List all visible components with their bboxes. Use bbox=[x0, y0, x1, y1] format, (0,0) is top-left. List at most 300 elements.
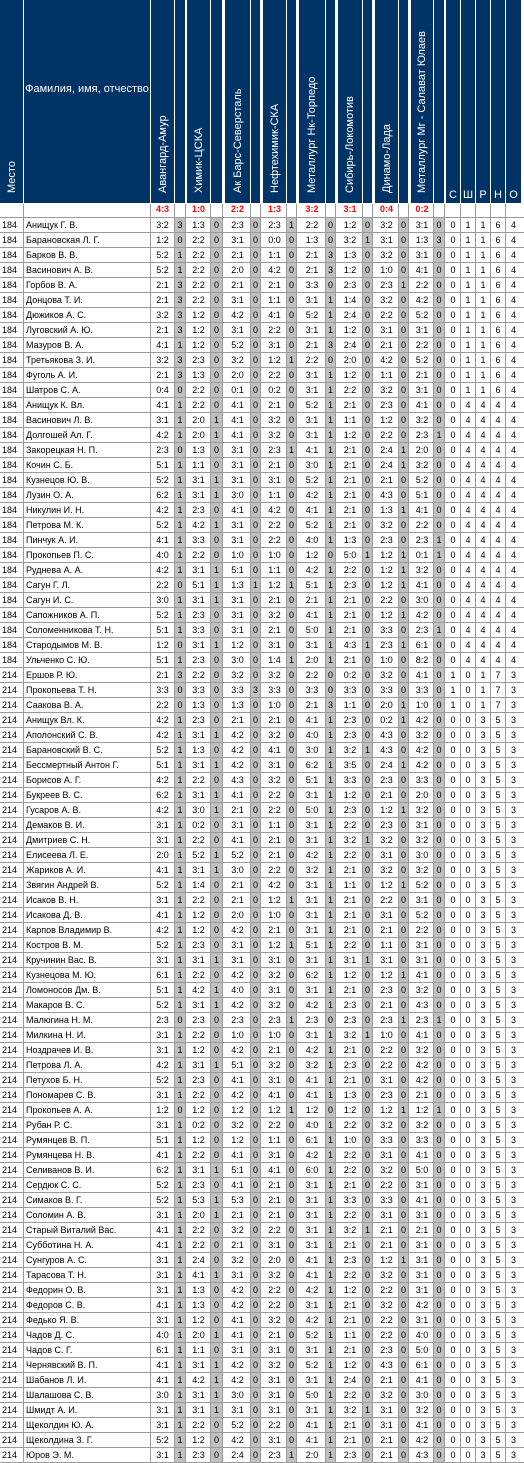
prediction-cell: 3:1 bbox=[305, 1375, 319, 1385]
prediction-cell: 0:2 bbox=[192, 820, 205, 830]
points-cell: 1 bbox=[327, 535, 333, 545]
prediction-cell: 1:3 bbox=[415, 235, 429, 245]
place-cell: 184 bbox=[2, 505, 18, 515]
name-cell: Долгошей Ал. Г. bbox=[26, 430, 93, 440]
match-header-7 bbox=[375, 0, 398, 203]
points-cell: 0 bbox=[288, 1165, 294, 1175]
points-cell: 0 bbox=[288, 415, 294, 425]
place-cell: 214 bbox=[2, 1450, 18, 1460]
prediction-cell: 2:0 bbox=[192, 1330, 205, 1340]
points-cell: 0 bbox=[434, 818, 444, 832]
prediction-cell: 4:2 bbox=[415, 610, 429, 620]
name-cell: Исакова Д. В. bbox=[26, 910, 83, 920]
stat-cell: 1 bbox=[480, 385, 486, 395]
name-cell: Кузнецова М. Ю. bbox=[26, 970, 97, 980]
place-cell: 214 bbox=[2, 775, 18, 785]
prediction-cell: 3:1 bbox=[231, 535, 244, 545]
stat-cell: 3 bbox=[480, 1345, 486, 1355]
stat-cell: 3 bbox=[480, 1090, 486, 1100]
stat-header-1 bbox=[446, 0, 460, 203]
points-cell: 0 bbox=[252, 415, 258, 425]
points-cell: 0 bbox=[434, 1358, 444, 1372]
points-cell: 0 bbox=[211, 698, 222, 712]
stat-cell: 3 bbox=[480, 805, 486, 815]
stat-cell: 0 bbox=[450, 355, 456, 365]
points-cell: 1 bbox=[175, 878, 185, 892]
stat-cell: 3 bbox=[510, 1150, 516, 1160]
stat-cell: 3 bbox=[480, 865, 486, 875]
points-cell: 0 bbox=[288, 520, 294, 530]
prediction-cell: 3:1 bbox=[156, 1090, 169, 1100]
place-cell: 214 bbox=[2, 1045, 18, 1055]
prediction-cell: 1:2 bbox=[156, 1105, 169, 1115]
prediction-cell: 3:1 bbox=[192, 1060, 205, 1070]
stat-cell: 5 bbox=[495, 985, 501, 995]
prediction-cell: 1:1 bbox=[343, 1330, 357, 1340]
prediction-cell: 3:1 bbox=[380, 325, 393, 335]
prediction-cell: 2:2 bbox=[192, 1225, 205, 1235]
points-cell: 0 bbox=[252, 355, 258, 365]
points-cell: 1 bbox=[327, 1285, 333, 1295]
points-cell: 1 bbox=[327, 760, 333, 770]
points-cell: 0 bbox=[434, 1328, 444, 1342]
stat-cell: 0 bbox=[450, 895, 456, 905]
prediction-cell: 1:2 bbox=[192, 1105, 205, 1115]
stat-cell: 0 bbox=[465, 1300, 471, 1310]
points-cell: 0 bbox=[252, 385, 258, 395]
stat-cell: 4 bbox=[480, 415, 486, 425]
prediction-cell: 2:2 bbox=[268, 1225, 281, 1235]
prediction-cell: 4:1 bbox=[231, 1075, 244, 1085]
place-cell: 214 bbox=[2, 940, 18, 950]
prediction-cell: 2:0 bbox=[192, 430, 205, 440]
stat-cell: 1 bbox=[465, 385, 471, 395]
stat-cell: 4 bbox=[495, 400, 501, 410]
stat-cell: 3 bbox=[480, 1120, 486, 1130]
stat-cell: 0 bbox=[450, 1180, 456, 1190]
stat-cell: 4 bbox=[495, 655, 501, 665]
points-cell: 0 bbox=[364, 970, 370, 980]
prediction-cell: 3:1 bbox=[380, 235, 393, 245]
stat-cell: 3 bbox=[510, 1120, 516, 1130]
points-cell: 0 bbox=[211, 1418, 222, 1432]
prediction-cell: 4:2 bbox=[156, 730, 169, 740]
prediction-cell: 2:1 bbox=[415, 1225, 429, 1235]
stat-cell: 3 bbox=[510, 1420, 516, 1430]
stat-cell: 1 bbox=[465, 265, 471, 275]
prediction-cell: 4:1 bbox=[192, 1270, 205, 1280]
prediction-cell: 2:2 bbox=[192, 550, 205, 560]
points-cell: 1 bbox=[211, 518, 222, 532]
place-cell: 214 bbox=[2, 1420, 18, 1430]
prediction-cell: 4:1 bbox=[156, 910, 169, 920]
stat-cell: 4 bbox=[480, 640, 486, 650]
match-header-4 bbox=[263, 0, 286, 203]
prediction-cell: 1:0 bbox=[231, 1030, 244, 1040]
points-cell: 0 bbox=[288, 1270, 294, 1280]
prediction-cell: 2:2 bbox=[268, 790, 281, 800]
prediction-cell: 4:2 bbox=[305, 850, 319, 860]
points-cell: 0 bbox=[434, 698, 444, 712]
stat-cell: 4 bbox=[495, 580, 501, 590]
points-cell: 1 bbox=[175, 1133, 185, 1147]
stat-cell: 3 bbox=[510, 1045, 516, 1055]
points-cell: 1 bbox=[175, 593, 185, 607]
points-cell: 0 bbox=[252, 490, 258, 500]
name-cell: Прокопьева Т. Н. bbox=[26, 685, 97, 695]
prediction-cell: 2:2 bbox=[268, 865, 281, 875]
stat-cell: 0 bbox=[450, 235, 456, 245]
points-cell: 0 bbox=[211, 1298, 222, 1312]
prediction-cell: 2:0 bbox=[192, 415, 205, 425]
points-cell: 0 bbox=[252, 430, 258, 440]
prediction-cell: 1:0 bbox=[380, 1030, 393, 1040]
stat-cell: 0 bbox=[450, 1150, 456, 1160]
place-cell: 214 bbox=[2, 865, 18, 875]
stat-cell: 4 bbox=[495, 520, 501, 530]
place-cell: 184 bbox=[2, 385, 18, 395]
stat-cell: 4 bbox=[510, 430, 516, 440]
stat-cell: 0 bbox=[450, 1120, 456, 1130]
stat-cell: 0 bbox=[450, 400, 456, 410]
place-cell: 214 bbox=[2, 910, 18, 920]
stat-cell: 5 bbox=[495, 1135, 501, 1145]
points-cell: 1 bbox=[327, 1420, 333, 1430]
stat-cell: 3 bbox=[510, 1315, 516, 1325]
place-cell: 214 bbox=[2, 1135, 18, 1145]
stat-cell: 4 bbox=[480, 655, 486, 665]
prediction-cell: 3:1 bbox=[305, 910, 319, 920]
prediction-cell: 4:0 bbox=[305, 730, 319, 740]
points-cell: 3 bbox=[327, 700, 333, 710]
place-cell: 184 bbox=[2, 430, 18, 440]
prediction-cell: 4:2 bbox=[231, 1285, 244, 1295]
stat-cell: 0 bbox=[450, 550, 456, 560]
prediction-cell: 6:2 bbox=[305, 970, 319, 980]
prediction-cell: 4:1 bbox=[415, 1420, 429, 1430]
stat-cell: 5 bbox=[495, 1150, 501, 1160]
points-cell: 0 bbox=[434, 308, 444, 322]
prediction-cell: 1:3 bbox=[380, 505, 393, 515]
points-cell: 1 bbox=[400, 280, 406, 290]
points-cell: 0 bbox=[175, 1013, 185, 1027]
points-cell: 1 bbox=[175, 518, 185, 532]
stat-cell: 3 bbox=[480, 1150, 486, 1160]
stat-cell: 3 bbox=[510, 925, 516, 935]
prediction-cell: 1:3 bbox=[192, 445, 205, 455]
stat-cell: 0 bbox=[465, 895, 471, 905]
match-label-1: Авангард-Амур bbox=[156, 115, 169, 193]
prediction-cell: 4:3 bbox=[380, 730, 393, 740]
prediction-cell: 1:2 bbox=[268, 940, 281, 950]
stat-cell: 4 bbox=[480, 445, 486, 455]
prediction-cell: 4:1 bbox=[305, 1255, 319, 1265]
points-cell: 0 bbox=[211, 818, 222, 832]
prediction-cell: 2:2 bbox=[268, 325, 281, 335]
points-cell: 0 bbox=[288, 565, 294, 575]
points-cell: 0 bbox=[288, 850, 294, 860]
name-cell: Васинович А. В. bbox=[26, 265, 94, 275]
prediction-cell: 2:1 bbox=[380, 1450, 393, 1460]
points-cell: 0 bbox=[211, 833, 222, 847]
prediction-cell: 3:2 bbox=[380, 865, 393, 875]
prediction-cell: 3:5 bbox=[343, 760, 357, 770]
stat-cell: 0 bbox=[450, 580, 456, 590]
prediction-cell: 3:1 bbox=[231, 1345, 244, 1355]
stat-cell: 3 bbox=[510, 910, 516, 920]
prediction-cell: 3:1 bbox=[231, 610, 244, 620]
stat-cell: 3 bbox=[510, 1030, 516, 1040]
points-cell: 0 bbox=[400, 1045, 406, 1055]
points-cell: 3 bbox=[252, 685, 258, 695]
prediction-cell: 5:2 bbox=[305, 400, 319, 410]
points-cell: 0 bbox=[211, 503, 222, 517]
points-cell: 0 bbox=[364, 1390, 370, 1400]
match-label-8: Металлург Мг - Салават Юлаев bbox=[416, 31, 428, 193]
points-cell: 0 bbox=[211, 968, 222, 982]
prediction-cell: 2:1 bbox=[343, 1075, 357, 1085]
prediction-cell: 2:1 bbox=[268, 460, 281, 470]
prediction-cell: 5:2 bbox=[156, 250, 169, 260]
match-header-3 bbox=[225, 0, 250, 203]
prediction-cell: 3:0 bbox=[192, 805, 205, 815]
points-cell: 0 bbox=[434, 1028, 444, 1042]
points-cell: 0 bbox=[400, 685, 406, 695]
prediction-cell: 2:4 bbox=[380, 760, 393, 770]
stat-cell: 0 bbox=[450, 1450, 456, 1460]
prediction-cell: 1:2 bbox=[192, 1135, 205, 1145]
points-cell: 0 bbox=[434, 848, 444, 862]
stat-cell: 3 bbox=[510, 775, 516, 785]
points-cell: 0 bbox=[400, 1390, 406, 1400]
prediction-cell: 2:2 bbox=[343, 385, 357, 395]
stat-cell: 3 bbox=[480, 1270, 486, 1280]
prediction-cell: 5:3 bbox=[192, 1195, 205, 1205]
stat-cell: 0 bbox=[465, 1420, 471, 1430]
prediction-cell: 2:3 bbox=[192, 715, 205, 725]
stat-cell: 3 bbox=[480, 775, 486, 785]
points-cell: 0 bbox=[327, 1015, 333, 1025]
stat-header-2 bbox=[461, 0, 475, 203]
prediction-cell: 3:1 bbox=[268, 475, 281, 485]
points-cell: 0 bbox=[211, 1073, 222, 1087]
stat-cell: 5 bbox=[495, 1225, 501, 1235]
points-cell: 1 bbox=[327, 910, 333, 920]
points-cell: 0 bbox=[364, 565, 370, 575]
stat-cell: 0 bbox=[465, 1180, 471, 1190]
place-cell: 214 bbox=[2, 955, 18, 965]
points-cell: 0 bbox=[434, 1448, 444, 1462]
stat-cell: 5 bbox=[495, 1105, 501, 1115]
prediction-cell: 5:2 bbox=[415, 910, 429, 920]
prediction-cell: 2:2 bbox=[415, 340, 429, 350]
points-cell: 0 bbox=[364, 400, 370, 410]
stat-cell: 5 bbox=[495, 1420, 501, 1430]
stat-cell: 1 bbox=[480, 325, 486, 335]
stat-cell: 5 bbox=[495, 1345, 501, 1355]
points-cell: 0 bbox=[400, 1285, 406, 1295]
prediction-cell: 4:1 bbox=[231, 430, 244, 440]
prediction-cell: 5:2 bbox=[231, 1420, 244, 1430]
prediction-cell: 3:1 bbox=[268, 640, 281, 650]
stat-cell: 0 bbox=[450, 340, 456, 350]
prediction-cell: 3:2 bbox=[415, 460, 429, 470]
prediction-cell: 3:3 bbox=[415, 775, 429, 785]
stat-cell: 4 bbox=[510, 325, 516, 335]
points-cell: 0 bbox=[364, 730, 370, 740]
prediction-cell: 3:1 bbox=[156, 1420, 169, 1430]
prediction-cell: 4:1 bbox=[305, 1075, 319, 1085]
prediction-cell: 2:1 bbox=[268, 1210, 281, 1220]
name-cell: Мазуров В. А. bbox=[26, 340, 84, 350]
stat-cell: 3 bbox=[480, 895, 486, 905]
stat-cell: 4 bbox=[510, 295, 516, 305]
stat-cell: 5 bbox=[495, 1255, 501, 1265]
stat-cell: 0 bbox=[450, 1420, 456, 1430]
prediction-cell: 1:1 bbox=[192, 1345, 205, 1355]
prediction-cell: 2:3 bbox=[268, 1450, 281, 1460]
points-cell: 0 bbox=[252, 865, 258, 875]
stat-cell: 0 bbox=[465, 1150, 471, 1160]
prediction-cell: 2:4 bbox=[380, 445, 393, 455]
stat-cell: 0 bbox=[450, 250, 456, 260]
place-cell: 184 bbox=[2, 250, 18, 260]
points-cell: 0 bbox=[400, 910, 406, 920]
prediction-cell: 3:2 bbox=[415, 805, 429, 815]
points-cell: 1 bbox=[327, 1225, 333, 1235]
points-cell: 0 bbox=[364, 760, 370, 770]
prediction-cell: 2:2 bbox=[268, 805, 281, 815]
place-cell: 214 bbox=[2, 1105, 18, 1115]
points-cell: 1 bbox=[327, 745, 333, 755]
prediction-cell: 3:1 bbox=[268, 955, 281, 965]
place-cell: 184 bbox=[2, 625, 18, 635]
points-cell: 0 bbox=[211, 1283, 222, 1297]
stat-cell: 5 bbox=[495, 1405, 501, 1415]
stat-cell: 0 bbox=[465, 940, 471, 950]
prediction-cell: 2:3 bbox=[343, 805, 357, 815]
points-cell: 0 bbox=[288, 1330, 294, 1340]
stat-cell: 0 bbox=[450, 325, 456, 335]
prediction-cell: 1:2 bbox=[380, 805, 393, 815]
points-cell: 1 bbox=[327, 880, 333, 890]
place-cell: 184 bbox=[2, 565, 18, 575]
stat-cell: 5 bbox=[495, 835, 501, 845]
stat-cell: 0 bbox=[465, 1285, 471, 1295]
stat-cell: 0 bbox=[465, 1030, 471, 1040]
points-cell: 1 bbox=[175, 848, 185, 862]
grid-line-v bbox=[296, 204, 297, 1463]
points-cell: 0 bbox=[175, 698, 185, 712]
points-cell: 0 bbox=[364, 1000, 370, 1010]
place-column-header bbox=[0, 0, 23, 203]
prediction-cell: 0:2 bbox=[380, 715, 393, 725]
stat-cell: 0 bbox=[450, 1330, 456, 1340]
prediction-cell: 1:3 bbox=[231, 700, 244, 710]
prediction-cell: 3:1 bbox=[231, 1270, 244, 1280]
stat-cell: 3 bbox=[480, 1135, 486, 1145]
stat-cell: 0 bbox=[450, 1165, 456, 1175]
points-cell: 0 bbox=[434, 1163, 444, 1177]
points-cell: 0 bbox=[252, 1315, 258, 1325]
prediction-cell: 3:0 bbox=[415, 595, 429, 605]
prediction-cell: 1:3 bbox=[192, 1300, 205, 1310]
place-cell: 214 bbox=[2, 1285, 18, 1295]
stat-cell: 0 bbox=[450, 1090, 456, 1100]
prediction-cell: 3:1 bbox=[231, 1405, 244, 1415]
stat-cell: 0 bbox=[465, 1015, 471, 1025]
prediction-cell: 3:3 bbox=[305, 280, 319, 290]
result-7: 0:4 bbox=[379, 204, 393, 214]
prediction-cell: 2:1 bbox=[268, 280, 281, 290]
stat-cell: 4 bbox=[465, 625, 471, 635]
points-cell: 0 bbox=[364, 505, 370, 515]
prediction-cell: 2:2 bbox=[192, 1420, 205, 1430]
name-cell: Борисов А. Г. bbox=[26, 775, 82, 785]
prediction-cell: 3:2 bbox=[231, 670, 244, 680]
stat-cell: 4 bbox=[495, 595, 501, 605]
prediction-cell: 3:1 bbox=[268, 760, 281, 770]
points-cell: 1 bbox=[175, 1178, 185, 1192]
stat-cell: 4 bbox=[465, 400, 471, 410]
stat-cell: 4 bbox=[510, 520, 516, 530]
prediction-cell: 3:0 bbox=[305, 745, 319, 755]
points-cell: 0 bbox=[211, 1223, 222, 1237]
points-cell: 1 bbox=[364, 550, 370, 560]
prediction-cell: 3:0 bbox=[156, 595, 169, 605]
prediction-cell: 2:1 bbox=[268, 1195, 281, 1205]
points-cell: 0 bbox=[288, 1315, 294, 1325]
name-cell: Ломоносов Дм. В. bbox=[26, 985, 101, 995]
prediction-cell: 3:1 bbox=[380, 1210, 393, 1220]
name-cell: Федорин О. В. bbox=[26, 1285, 86, 1295]
points-cell: 0 bbox=[288, 820, 294, 830]
points-cell: 0 bbox=[434, 578, 444, 592]
prediction-cell: 5:0 bbox=[305, 625, 319, 635]
place-cell: 214 bbox=[2, 1000, 18, 1010]
points-cell: 0 bbox=[211, 878, 222, 892]
points-cell: 0 bbox=[252, 1060, 258, 1070]
name-cell: Барановский В. С. bbox=[26, 745, 103, 755]
stat-cell: 3 bbox=[480, 1195, 486, 1205]
points-cell: 1 bbox=[175, 1118, 185, 1132]
place-cell: 214 bbox=[2, 1165, 18, 1175]
prediction-cell: 2:1 bbox=[380, 1240, 393, 1250]
points-cell: 1 bbox=[288, 940, 294, 950]
prediction-cell: 5:2 bbox=[231, 340, 244, 350]
points-cell: 0 bbox=[364, 1165, 370, 1175]
prediction-cell: 2:3 bbox=[415, 1015, 429, 1025]
points-cell: 1 bbox=[175, 563, 185, 577]
name-cell: Сунгуров А. С. bbox=[26, 1255, 87, 1265]
points-cell: 0 bbox=[434, 458, 444, 472]
points-cell: 0 bbox=[364, 715, 370, 725]
prediction-cell: 4:1 bbox=[231, 1150, 244, 1160]
points-cell: 3 bbox=[175, 308, 185, 322]
points-cell: 0 bbox=[211, 1043, 222, 1057]
prediction-cell: 3:2 bbox=[305, 1060, 319, 1070]
points-cell: 0 bbox=[364, 655, 370, 665]
prediction-cell: 3:3 bbox=[415, 1135, 429, 1145]
prediction-cell: 2:2 bbox=[268, 1285, 281, 1295]
prediction-cell: 2:0 bbox=[268, 1255, 281, 1265]
prediction-cell: 2:1 bbox=[268, 1180, 281, 1190]
stat-cell: 4 bbox=[465, 610, 471, 620]
prediction-cell: 2:1 bbox=[343, 1345, 357, 1355]
prediction-cell: 4:2 bbox=[192, 985, 205, 995]
name-cell: Закорецкая Н. П. bbox=[26, 445, 98, 455]
stat-cell: 5 bbox=[495, 1285, 501, 1295]
